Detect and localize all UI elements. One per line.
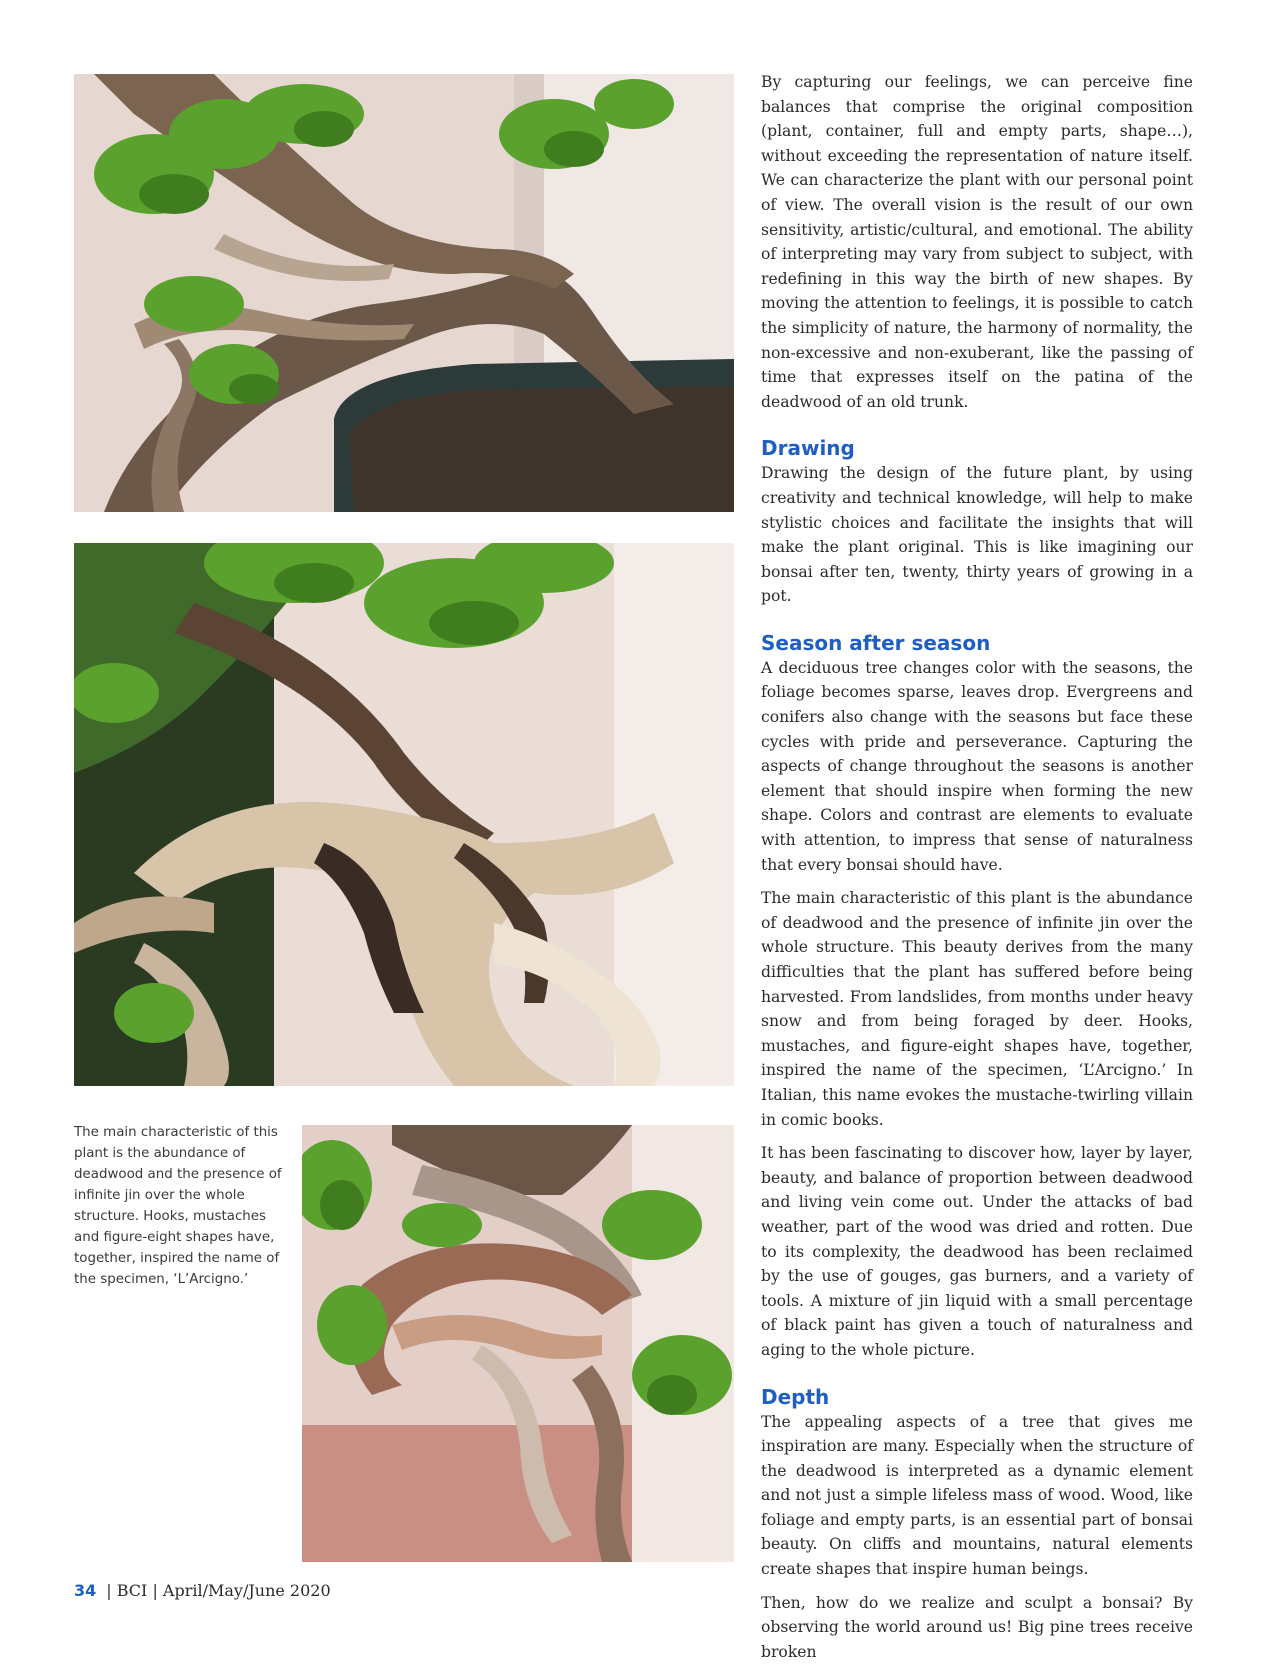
page-number: 34 xyxy=(74,1581,97,1600)
heading-season: Season after season xyxy=(761,630,991,655)
heading-drawing: Drawing xyxy=(761,436,855,461)
photo-1-image xyxy=(74,74,734,512)
page-footer xyxy=(74,1581,331,1600)
paragraph-depth-2: Then, how do we realize and sculpt a bonsai? By observing the world around us! Big pine trees receive broken xyxy=(761,1593,1193,1661)
paragraph-intro: By capturing our feelings, we can perceive fine balances that comprise the original composition (plant, container, full and empty parts, shape…), without exceeding the representation of nature itself. We can characterize the plant with our personal point of view. The overall vision is the result of our own sensitivity, artistic/cultural, and emotional. The ability of interpreting may vary from subject to subject, with redefining in this way the birth of new shapes. By moving the attention to feelings, it is possible to catch the simplicity of nature, the harmony of normality, the non-excessive and non-exuberant, like the passing of time that expresses itself on the patina of the deadwood of an old trunk. xyxy=(761,73,1193,411)
bonsai-photo-2 xyxy=(74,543,734,1086)
publication-info: | BCI | April/May/June 2020 xyxy=(106,1581,331,1600)
photo-3-image xyxy=(302,1125,734,1562)
bonsai-photo-1 xyxy=(74,74,734,512)
paragraph-season-2: The main characteristic of this plant is the abundance of deadwood and the presence of infinite jin over the whole structure. This beauty derives from the many difficulties that the plant has suffered before being harvested. From landslides, from months under heavy snow and from being foraged by deer. Hooks, mustaches, and figure-eight shapes have, together, inspired the name of the specimen, ‘L’Arcigno.’ In Italian, this name evokes the mustache-twirling villain in comic books. xyxy=(761,889,1193,1129)
photo-2-image xyxy=(74,543,734,1086)
paragraph-drawing: Drawing the design of the future plant, by using creativity and technical knowledge, will help to make stylistic choices and facilitate the insights that will make the plant original. This is like imagining our bonsai after ten, twenty, thirty years of growing in a pot. xyxy=(761,464,1193,606)
paragraph-season-3: It has been fascinating to discover how, layer by layer, beauty, and balance of proportion between deadwood and living vein come out. Under the attacks of bad weather, part of the wood was dried and rotten. Due to its complexity, the deadwood has been reclaimed by the use of gouges, gas burners, and a variety of tools. A mixture of jin liquid with a small percentage of black paint has given a touch of naturalness and aging to the whole picture. xyxy=(761,1144,1193,1359)
bonsai-photo-3 xyxy=(302,1125,734,1562)
photo-caption: The main characteristic of this plant is the abundance of deadwood and the presence of infinite jin over the whole structure. Hooks, mustaches and figure-eight shapes have, together, inspired the name of the specimen, ‘L’Arcigno.’ xyxy=(74,1125,282,1287)
paragraph-season-1: A deciduous tree changes color with the seasons, the foliage becomes sparse, leaves drop. Evergreens and conifers also change with the seasons but face these cycles with pride and perseverance. Capturing the aspects of change throughout the seasons is another element that should inspire when forming the new shape. Colors and contrast are elements to evaluate with attention, to impress that sense of naturalness that every bonsai should have. xyxy=(761,658,1193,874)
heading-depth: Depth xyxy=(761,1384,830,1409)
paragraph-depth-1: The appealing aspects of a tree that gives me inspiration are many. Especially when the structure of the deadwood is interpreted as a dynamic element and not just a simple lifeless mass of wood. Wood, like foliage and empty parts, is an essential part of bonsai beauty. On cliffs and mountains, natural elements create shapes that inspire human beings. xyxy=(761,1412,1193,1579)
article-column xyxy=(761,70,1193,1673)
